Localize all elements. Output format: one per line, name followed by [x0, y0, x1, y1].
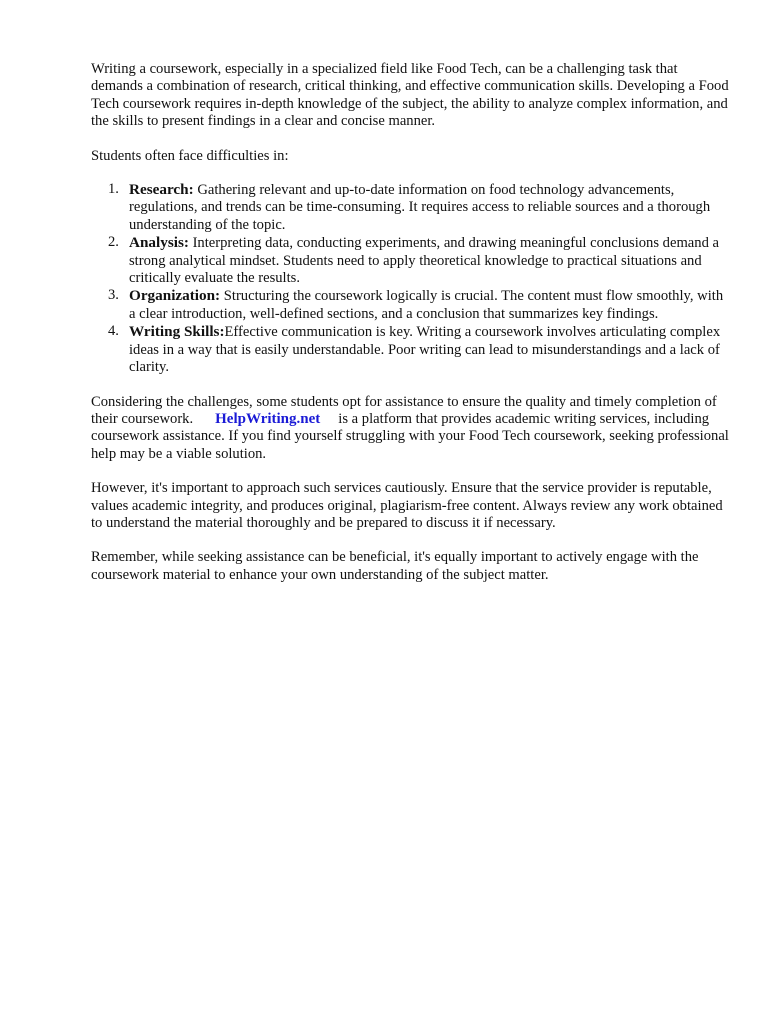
list-item — [91, 287, 731, 323]
list-item-term: Writing Skills: — [129, 323, 225, 341]
list-item-number: 4. — [108, 323, 119, 340]
assistance-text-before: Considering the challenges, some students opt for assistance to ensure the quality and timely completion of their coursework. — [91, 393, 717, 427]
closing-paragraph: Remember, while seeking assistance can be beneficial, it's equally important to actively engage with the coursework material to enhance your own understanding of the subject matter. — [91, 549, 699, 583]
list-item-text: Effective communication is key. Writing a coursework involves articulating complex ideas in a way that is easily understandable. Poor writing can lead to misunderstandings and a lack of clarity. — [129, 324, 721, 376]
helpwriting-link[interactable]: HelpWriting.net — [215, 410, 321, 427]
difficulties-heading: Students often face difficulties in: — [91, 147, 289, 164]
assistance-text-after: is a platform that provides academic writing services, including coursework assistance. If you find yourself struggling with your Food Tech coursework, seeking professional help may be a viable solution. — [91, 410, 729, 462]
list-item-term: Organization: — [129, 287, 221, 305]
document-body — [91, 61, 731, 584]
caution-paragraph: However, it's important to approach such services cautiously. Ensure that the service provider is reputable, values academic integrity, and produces original, plagiarism-free content. Always review any work obtained to understand the material thoroughly and be prepared to discuss it if necessary. — [91, 480, 723, 531]
list-item-text: Interpreting data, conducting experiments, and drawing meaningful conclusions demand a strong analytical mindset. Students need to apply theoretical knowledge to practical situations and critically evaluate the results. — [129, 235, 719, 287]
assistance-paragraph — [91, 394, 731, 464]
difficulties-list — [91, 181, 731, 376]
intro-paragraph: Writing a coursework, especially in a specialized field like Food Tech, can be a challenging task that demands a combination of research, critical thinking, and effective communication skills. Developing a Food Tech coursework requires in-depth knowledge of the subject, the ability to analyze complex information, and the skills to present findings in a clear and concise manner. — [91, 61, 729, 130]
list-item — [91, 323, 731, 376]
list-item — [91, 181, 731, 234]
list-item — [91, 234, 731, 287]
list-item-text: Gathering relevant and up-to-date information on food technology advancements, regulations, and trends can be time-consuming. It requires access to reliable sources and a thorough understanding of the topic. — [129, 182, 711, 233]
list-item-text: Structuring the coursework logically is crucial. The content must flow smoothly, with a clear introduction, well-defined sections, and a conclusion that summarizes key findings. — [129, 288, 724, 322]
list-item-number: 2. — [108, 234, 119, 251]
list-item-number: 3. — [108, 287, 119, 304]
list-item-number: 1. — [108, 181, 119, 198]
list-item-term: Research: — [129, 181, 194, 199]
list-item-term: Analysis: — [129, 234, 189, 252]
